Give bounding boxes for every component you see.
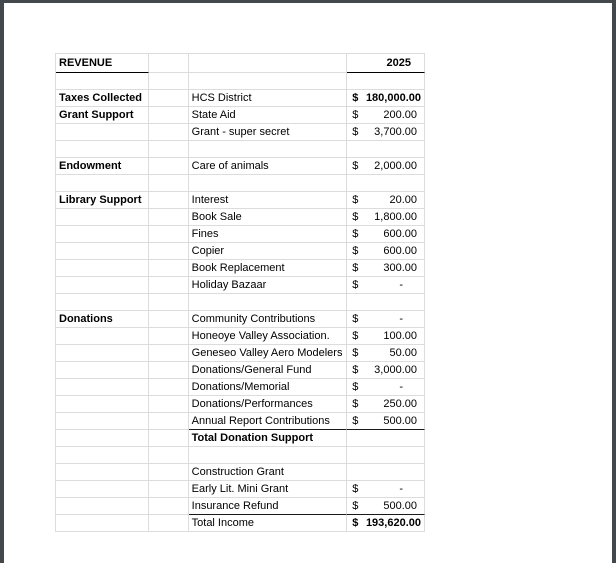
table-row <box>56 107 425 124</box>
amount-cell <box>347 124 425 141</box>
amount-value: 500.00 <box>383 500 417 512</box>
category-cell <box>56 260 149 277</box>
table-row <box>56 158 425 175</box>
category-cell <box>56 294 149 311</box>
currency-symbol: $ <box>352 126 359 138</box>
table-row <box>56 175 425 192</box>
table-row <box>56 141 425 158</box>
spacer-cell <box>149 175 189 192</box>
description-cell <box>189 141 348 158</box>
currency-symbol: $ <box>352 398 359 410</box>
amount-cell <box>347 379 425 396</box>
description-cell: Annual Report Contributions <box>189 413 348 430</box>
amount-cell <box>347 328 425 345</box>
table-row <box>56 192 425 209</box>
currency-symbol: $ <box>352 109 359 121</box>
amount-cell <box>347 226 425 243</box>
table-row <box>56 277 425 294</box>
table-row <box>56 226 425 243</box>
table-row <box>56 362 425 379</box>
amount-cell <box>347 158 425 175</box>
amount-value: 193,620.00 <box>365 517 421 529</box>
amount-value: - <box>399 279 403 291</box>
category-cell: Taxes Collected <box>56 90 149 107</box>
amount-cell <box>347 464 425 481</box>
spacer-cell <box>149 192 189 209</box>
category-cell <box>56 481 149 498</box>
currency-symbol: $ <box>352 330 359 342</box>
category-cell <box>56 515 149 532</box>
amount-cell <box>347 107 425 124</box>
amount-value: 3,000.00 <box>374 364 417 376</box>
currency-symbol: $ <box>352 279 359 291</box>
spacer-cell <box>149 413 189 430</box>
description-cell <box>189 294 348 311</box>
amount-cell <box>347 447 425 464</box>
category-cell <box>56 209 149 226</box>
spacer-cell <box>149 481 189 498</box>
amount-value: 600.00 <box>383 245 417 257</box>
category-cell <box>56 413 149 430</box>
amount-cell <box>347 90 425 107</box>
spacer-cell <box>149 209 189 226</box>
category-cell <box>56 498 149 515</box>
header-revenue-cell: REVENUE <box>56 54 149 73</box>
currency-symbol: $ <box>352 381 359 393</box>
spacer-cell <box>149 447 189 464</box>
table-row <box>56 464 425 481</box>
amount-cell <box>347 498 425 515</box>
header-description-cell <box>189 54 348 73</box>
table-row <box>56 294 425 311</box>
amount-cell <box>347 311 425 328</box>
description-cell: State Aid <box>189 107 348 124</box>
table-row <box>56 311 425 328</box>
description-cell: Geneseo Valley Aero Modelers <box>189 345 348 362</box>
window-frame-left <box>0 0 4 563</box>
description-cell: Honeoye Valley Association. <box>189 328 348 345</box>
table-row <box>56 498 425 515</box>
table-row <box>56 90 425 107</box>
amount-cell <box>347 260 425 277</box>
spacer-cell <box>149 311 189 328</box>
currency-symbol: $ <box>352 415 359 427</box>
spacer-cell <box>149 362 189 379</box>
amount-value: - <box>399 313 403 325</box>
description-cell: Insurance Refund <box>189 498 348 515</box>
description-cell: Book Replacement <box>189 260 348 277</box>
currency-symbol: $ <box>352 160 359 172</box>
category-cell <box>56 362 149 379</box>
description-cell: Donations/General Fund <box>189 362 348 379</box>
category-cell <box>56 141 149 158</box>
currency-symbol: $ <box>352 347 359 359</box>
spacer-cell <box>149 260 189 277</box>
description-cell: Fines <box>189 226 348 243</box>
amount-cell <box>347 277 425 294</box>
category-cell <box>56 226 149 243</box>
spacer-cell <box>149 124 189 141</box>
amount-value: 300.00 <box>383 262 417 274</box>
amount-value: 500.00 <box>383 415 417 427</box>
amount-cell <box>347 192 425 209</box>
amount-cell <box>347 243 425 260</box>
table-row <box>56 73 425 90</box>
spacer-cell <box>149 90 189 107</box>
category-cell <box>56 430 149 447</box>
description-cell: Copier <box>189 243 348 260</box>
description-cell <box>189 447 348 464</box>
amount-cell <box>347 294 425 311</box>
currency-symbol: $ <box>352 500 359 512</box>
amount-value: 3,700.00 <box>374 126 417 138</box>
description-cell <box>189 73 348 90</box>
category-cell: Library Support <box>56 192 149 209</box>
table-row <box>56 124 425 141</box>
amount-cell <box>347 429 425 447</box>
category-cell: Donations <box>56 311 149 328</box>
amount-value: 180,000.00 <box>365 92 421 104</box>
currency-symbol: $ <box>352 364 359 376</box>
description-cell: Total Income <box>189 514 348 532</box>
header-spacer-cell <box>149 54 189 73</box>
category-cell <box>56 243 149 260</box>
spacer-cell <box>149 277 189 294</box>
currency-symbol: $ <box>352 483 359 495</box>
currency-symbol: $ <box>352 211 359 223</box>
spacer-cell <box>149 396 189 413</box>
category-cell <box>56 396 149 413</box>
currency-symbol: $ <box>352 194 359 206</box>
spacer-cell <box>149 498 189 515</box>
amount-value: 600.00 <box>383 228 417 240</box>
window-frame-top <box>0 0 616 3</box>
amount-cell <box>347 209 425 226</box>
currency-symbol: $ <box>352 92 359 104</box>
amount-value: 1,800.00 <box>374 211 417 223</box>
amount-cell <box>347 362 425 379</box>
spacer-cell <box>149 464 189 481</box>
table-row <box>56 379 425 396</box>
currency-symbol: $ <box>352 313 359 325</box>
spacer-cell <box>149 226 189 243</box>
amount-value: 100.00 <box>383 330 417 342</box>
amount-value: 2,000.00 <box>374 160 417 172</box>
amount-cell <box>347 345 425 362</box>
description-cell: Community Contributions <box>189 311 348 328</box>
currency-symbol: $ <box>352 228 359 240</box>
spacer-cell <box>149 328 189 345</box>
category-cell <box>56 447 149 464</box>
spacer-cell <box>149 430 189 447</box>
currency-symbol: $ <box>352 245 359 257</box>
table-row <box>56 396 425 413</box>
table-row <box>56 481 425 498</box>
amount-cell <box>347 175 425 192</box>
amount-cell <box>347 141 425 158</box>
amount-value: - <box>399 483 403 495</box>
description-cell: Early Lit. Mini Grant <box>189 481 348 498</box>
table-row <box>56 328 425 345</box>
table-row <box>56 515 425 532</box>
window-frame-right <box>612 0 616 563</box>
description-cell: HCS District <box>189 90 348 107</box>
category-cell <box>56 379 149 396</box>
category-cell <box>56 175 149 192</box>
category-cell <box>56 345 149 362</box>
currency-symbol: $ <box>352 262 359 274</box>
currency-symbol: $ <box>352 517 359 529</box>
spacer-cell <box>149 141 189 158</box>
amount-cell <box>347 514 425 532</box>
category-cell <box>56 124 149 141</box>
spacer-cell <box>149 243 189 260</box>
table-row <box>56 209 425 226</box>
table-row <box>56 345 425 362</box>
table-row <box>56 447 425 464</box>
category-cell <box>56 464 149 481</box>
table-row <box>56 413 425 430</box>
spacer-cell <box>149 379 189 396</box>
description-cell: Total Donation Support <box>189 429 348 447</box>
amount-value: 20.00 <box>389 194 417 206</box>
amount-cell <box>347 73 425 90</box>
amount-value: 250.00 <box>383 398 417 410</box>
amount-value: - <box>399 381 403 393</box>
description-cell: Donations/Performances <box>189 396 348 413</box>
description-cell: Grant - super secret <box>189 124 348 141</box>
description-cell <box>189 175 348 192</box>
table-row <box>56 430 425 447</box>
spacer-cell <box>149 107 189 124</box>
category-cell: Grant Support <box>56 107 149 124</box>
amount-cell <box>347 481 425 498</box>
spacer-cell <box>149 294 189 311</box>
description-cell: Donations/Memorial <box>189 379 348 396</box>
category-cell: Endowment <box>56 158 149 175</box>
description-cell: Care of animals <box>189 158 348 175</box>
description-cell: Book Sale <box>189 209 348 226</box>
category-cell <box>56 277 149 294</box>
spacer-cell <box>149 158 189 175</box>
table-row <box>56 243 425 260</box>
spacer-cell <box>149 345 189 362</box>
amount-cell <box>347 396 425 413</box>
description-cell: Interest <box>189 192 348 209</box>
category-cell <box>56 73 149 90</box>
category-cell <box>56 328 149 345</box>
table-header-row <box>56 54 425 73</box>
amount-value: 50.00 <box>389 347 417 359</box>
header-year-cell: 2025 <box>347 54 425 73</box>
spacer-cell <box>149 73 189 90</box>
description-cell: Holiday Bazaar <box>189 277 348 294</box>
description-cell: Construction Grant <box>189 464 348 481</box>
revenue-table <box>55 53 425 532</box>
table-row <box>56 260 425 277</box>
amount-value: 200.00 <box>383 109 417 121</box>
amount-cell <box>347 413 425 430</box>
spacer-cell <box>149 515 189 532</box>
